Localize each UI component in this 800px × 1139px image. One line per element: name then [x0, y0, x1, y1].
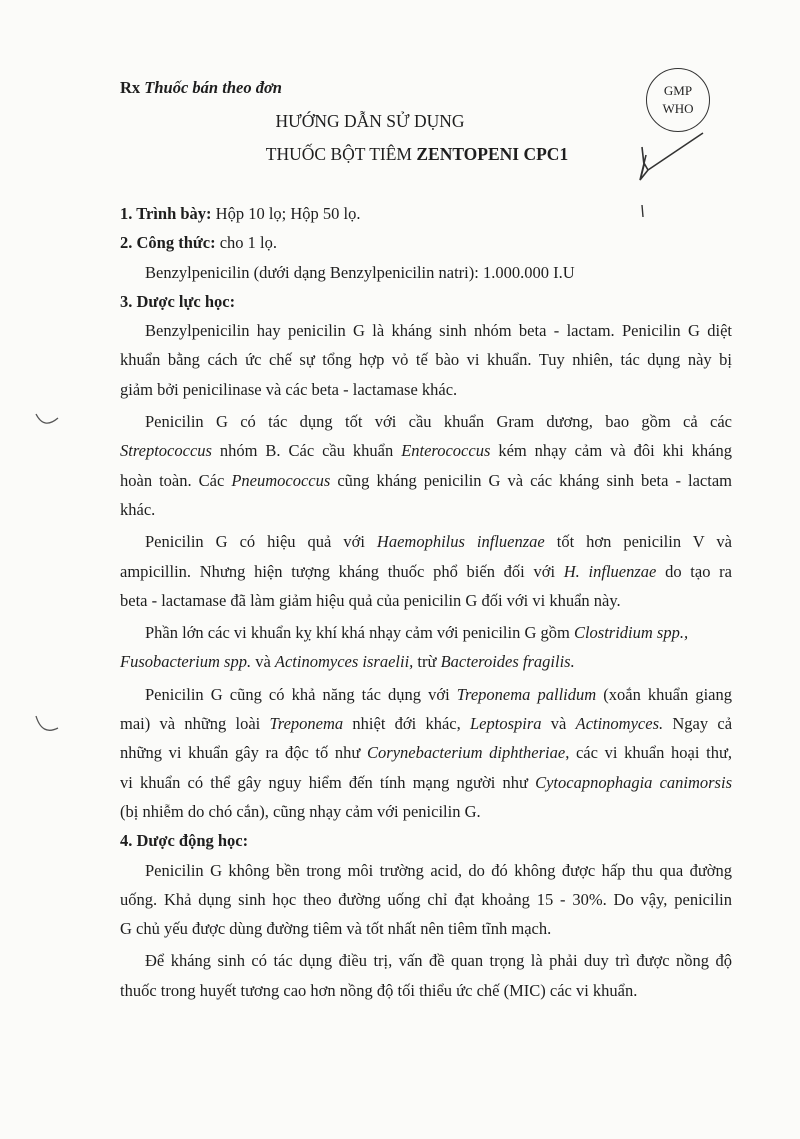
paragraph-line: hoàn toàn. Các Pneumococcus cũng kháng penicilin G và các kháng sinh beta - lactam	[120, 470, 732, 490]
paragraph-line: khác.	[120, 499, 156, 519]
paragraph-line: vi khuẩn có thể gây nguy hiểm đến tính mạng người như Cytocapnophagia canimorsis	[120, 772, 732, 792]
section-heading: 3. Dược lực học:	[120, 291, 236, 311]
paragraph-line: Penicilin G cũng có khả năng tác dụng với Treponema pallidum (xoắn khuẩn giang	[145, 684, 732, 704]
paragraph-line: giảm bởi penicilinase và các beta - lactamase khác.	[120, 379, 458, 399]
section-heading: 4. Dược động học:	[120, 831, 249, 851]
margin-mark	[34, 712, 62, 738]
prescription-label	[120, 78, 282, 98]
rx-symbol: Rx	[120, 78, 141, 97]
document-title: HƯỚNG DẪN SỬ DỤNG	[275, 111, 465, 131]
product-name: ZENTOPENI CPC1	[416, 144, 569, 164]
paragraph-line: những vi khuẩn gây ra độc tố như Corynebacterium diphtheriae, các vi khuẩn hoại thư,	[120, 743, 733, 763]
paragraph-line: Penicilin G không bền trong môi trường acid, do đó không được hấp thu qua đường	[145, 860, 732, 880]
paragraph-line: G chủ yếu được dùng đường tiêm và tốt nhất nên tiêm tĩnh mạch.	[120, 919, 552, 939]
rx-subtitle: Thuốc bán theo đơn	[144, 78, 282, 97]
paragraph-line: mai) và những loài Treponema nhiệt đới khác, Leptospira và Actinomyces. Ngay cả	[120, 714, 733, 734]
paragraph-line: Benzylpenicilin hay penicilin G là kháng sinh nhóm beta - lactam. Penicilin G diệt	[145, 321, 732, 341]
paragraph-line: Phần lớn các vi khuẩn kỵ khí khá nhạy cảm với penicilin G gồm Clostridium spp.,	[145, 623, 689, 643]
paragraph-line: beta - lactamase đã làm giảm hiệu quả của penicilin G đối với vi khuẩn này.	[120, 590, 621, 610]
paragraph-line: (bị nhiễm do chó cắn), cũng nhạy cảm với penicilin G.	[120, 801, 481, 821]
gmp-who-stamp	[646, 68, 710, 132]
formula-line: Benzylpenicilin (dưới dạng Benzylpenicilin natri): 1.000.000 I.U	[145, 262, 575, 282]
stamp-who: WHO	[662, 101, 694, 116]
paragraph-line: uống. Khả dụng sinh học theo đường uống chỉ đạt khoảng 15 - 30%. Do vậy, penicilin	[120, 889, 732, 909]
section-1: 1. Trình bày: Hộp 10 lọ; Hộp 50 lọ.	[120, 204, 361, 223]
paragraph-line: ampicillin. Nhưng hiện tượng kháng thuốc phổ biến đối với H. influenzae do tạo ra	[120, 561, 732, 581]
paragraph-line: Fusobacterium spp. và Actinomyces israelii, trừ Bacteroides fragilis.	[120, 652, 575, 672]
paragraph-line: khuẩn bằng cách ức chế sự tổng hợp vỏ tế bào vi khuẩn. Tuy nhiên, tác dụng này bị	[120, 350, 732, 370]
product-title-prefix: THUỐC BỘT TIÊM	[265, 144, 417, 164]
document-body	[120, 199, 732, 1005]
stamp-gmp: GMP	[663, 83, 693, 98]
margin-mark	[34, 408, 62, 430]
section-heading: 1. Trình bày:	[120, 204, 212, 223]
section-2: 2. Công thức: cho 1 lọ.	[120, 233, 278, 253]
paragraph-line: Penicilin G có hiệu quả với Haemophilus influenzae tốt hơn penicilin V và	[145, 532, 732, 552]
paragraph-line: Streptococcus nhóm B. Các cầu khuẩn Enterococcus kém nhạy cảm và đôi khi kháng	[120, 441, 732, 461]
paragraph-line: Penicilin G có tác dụng tốt với cầu khuẩn Gram dương, bao gồm cả các	[145, 412, 732, 432]
paragraph-line: thuốc trong huyết tương cao hơn nồng độ tối thiểu ức chế (MIC) các vi khuẩn.	[120, 980, 638, 1000]
paragraph-line: Để kháng sinh có tác dụng điều trị, vấn đề quan trọng là phải duy trì được nồng độ	[145, 951, 732, 971]
section-heading: 2. Công thức:	[120, 233, 216, 253]
